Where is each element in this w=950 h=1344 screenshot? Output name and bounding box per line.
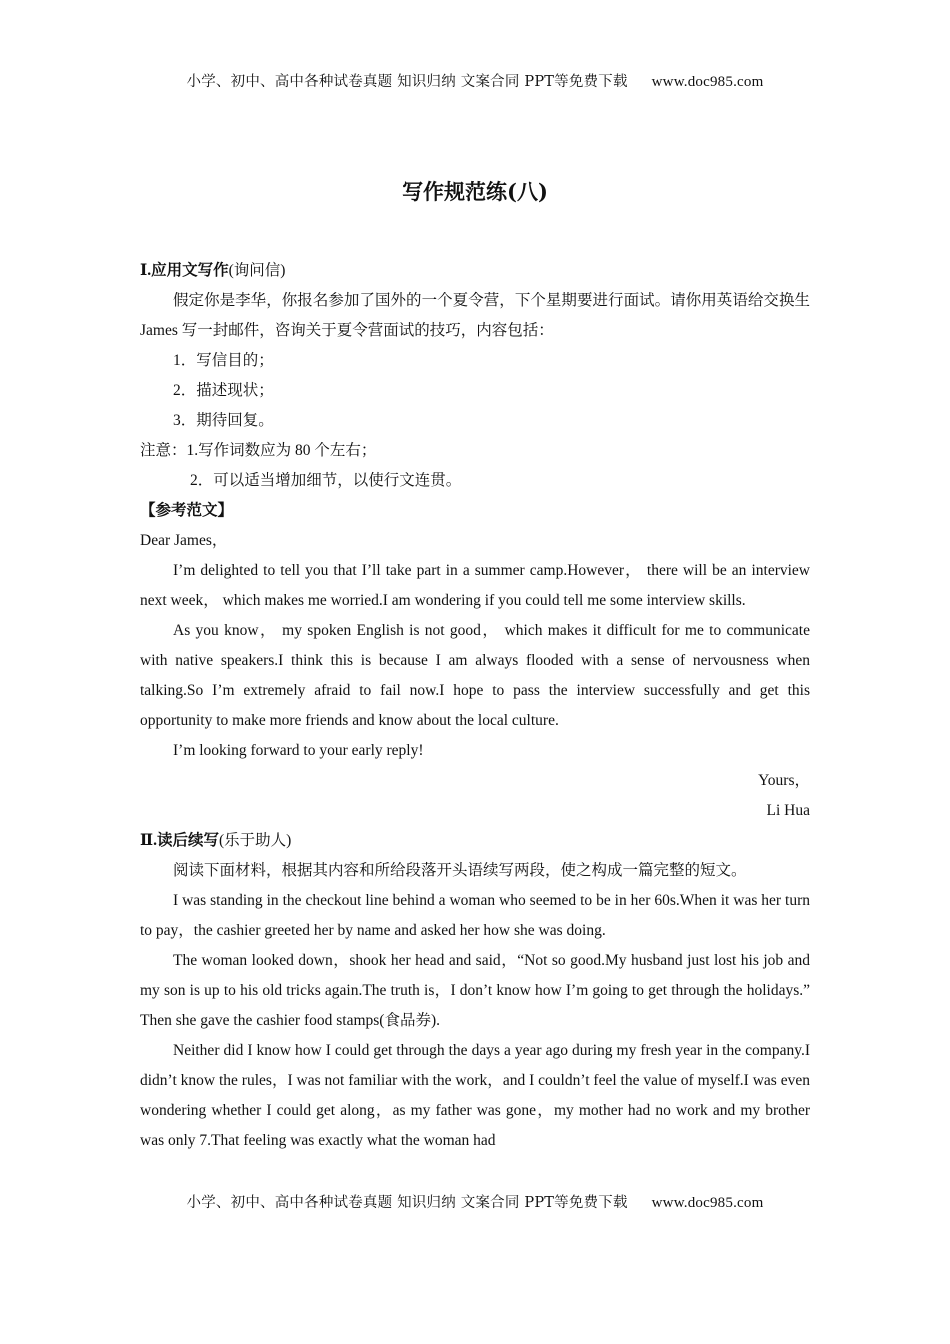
letter-paragraph-1: I’m delighted to tell you that I’ll take part in a summer camp.However， there will be an interview next week， which makes me worried.I am wondering if you could tell me some interview skills.: [140, 562, 810, 609]
story-paragraph-2: The woman looked down，shook her head and said，“Not so good.My husband just lost his job and my son is up to his old tricks again.The truth is，I don’t know how I’m going to get through the holidays.” Then she gave the cashier food stamps(食品券).: [140, 952, 810, 1029]
letter-greeting: Dear James，: [140, 532, 228, 549]
page-title: 写作规范练(八): [402, 179, 548, 204]
section1-heading-bold: Ⅰ.应用文写作: [140, 262, 229, 279]
section1-note-2: 2．可以适当增加细节，以使行文连贯。: [190, 472, 462, 489]
reference-label: 【参考范文】: [140, 502, 234, 519]
section1-item-2: 2．描述现状；: [173, 382, 274, 399]
document-body: [140, 256, 810, 1156]
footer-text: 小学、初中、高中各种试卷真题 知识归纳 文案合同 PPT等免费下载: [186, 1195, 628, 1211]
story-paragraph-3: Neither did I know how I could get through the days a year ago during my fresh year in the company.I didn’t know the rules，I was not familiar with the work，and I couldn’t feel the value of myself.I was even wondering whether I could get along，as my father was gone，my mother had no work and my brother was only 7.That feeling was exactly what the woman had: [140, 1042, 810, 1149]
section1-prompt: 假定你是李华，你报名参加了国外的一个夏令营，下个星期要进行面试。请你用英语给交换生 James 写一封邮件，咨询关于夏令营面试的技巧，内容包括：: [140, 292, 810, 339]
page-footer: [0, 1191, 950, 1212]
story-paragraph-1: I was standing in the checkout line behind a woman who seemed to be in her 60s.When it was her turn to pay，the cashier greeted her by name and asked her how she was doing.: [140, 892, 810, 939]
section1-heading: [140, 256, 810, 286]
section2-instruction: 阅读下面材料，根据其内容和所给段落开头语续写两段，使之构成一篇完整的短文。: [173, 862, 747, 879]
footer-url: www.doc985.com: [651, 1195, 764, 1211]
section1-note-1: 注意：1.写作词数应为 80 个左右；: [140, 442, 377, 459]
page-header: [0, 70, 950, 91]
section2-heading-rest: (乐于助人): [218, 832, 292, 849]
letter-closing: Yours，: [758, 772, 810, 789]
header-url: www.doc985.com: [651, 74, 764, 90]
header-text: 小学、初中、高中各种试卷真题 知识归纳 文案合同 PPT等免费下载: [186, 74, 628, 90]
section1-heading-rest: (询问信): [228, 262, 286, 279]
letter-paragraph-3: I’m looking forward to your early reply!: [173, 742, 424, 759]
section1-item-1: 1．写信目的；: [173, 352, 274, 369]
section1-item-3: 3．期待回复。: [173, 412, 274, 429]
section2-heading: [140, 826, 810, 856]
letter-paragraph-2: As you know， my spoken English is not good， which makes it difficult for me to communicate with native speakers.I think this is because I am always flooded with a sense of nervousness when talking.So I’m extremely afraid to fail now.I hope to pass the interview successfully and get this opportunity to make more friends and know about the local culture.: [140, 622, 810, 729]
section2-heading-bold: Ⅱ.读后续写: [140, 832, 219, 849]
letter-signature: Li Hua: [766, 802, 810, 819]
